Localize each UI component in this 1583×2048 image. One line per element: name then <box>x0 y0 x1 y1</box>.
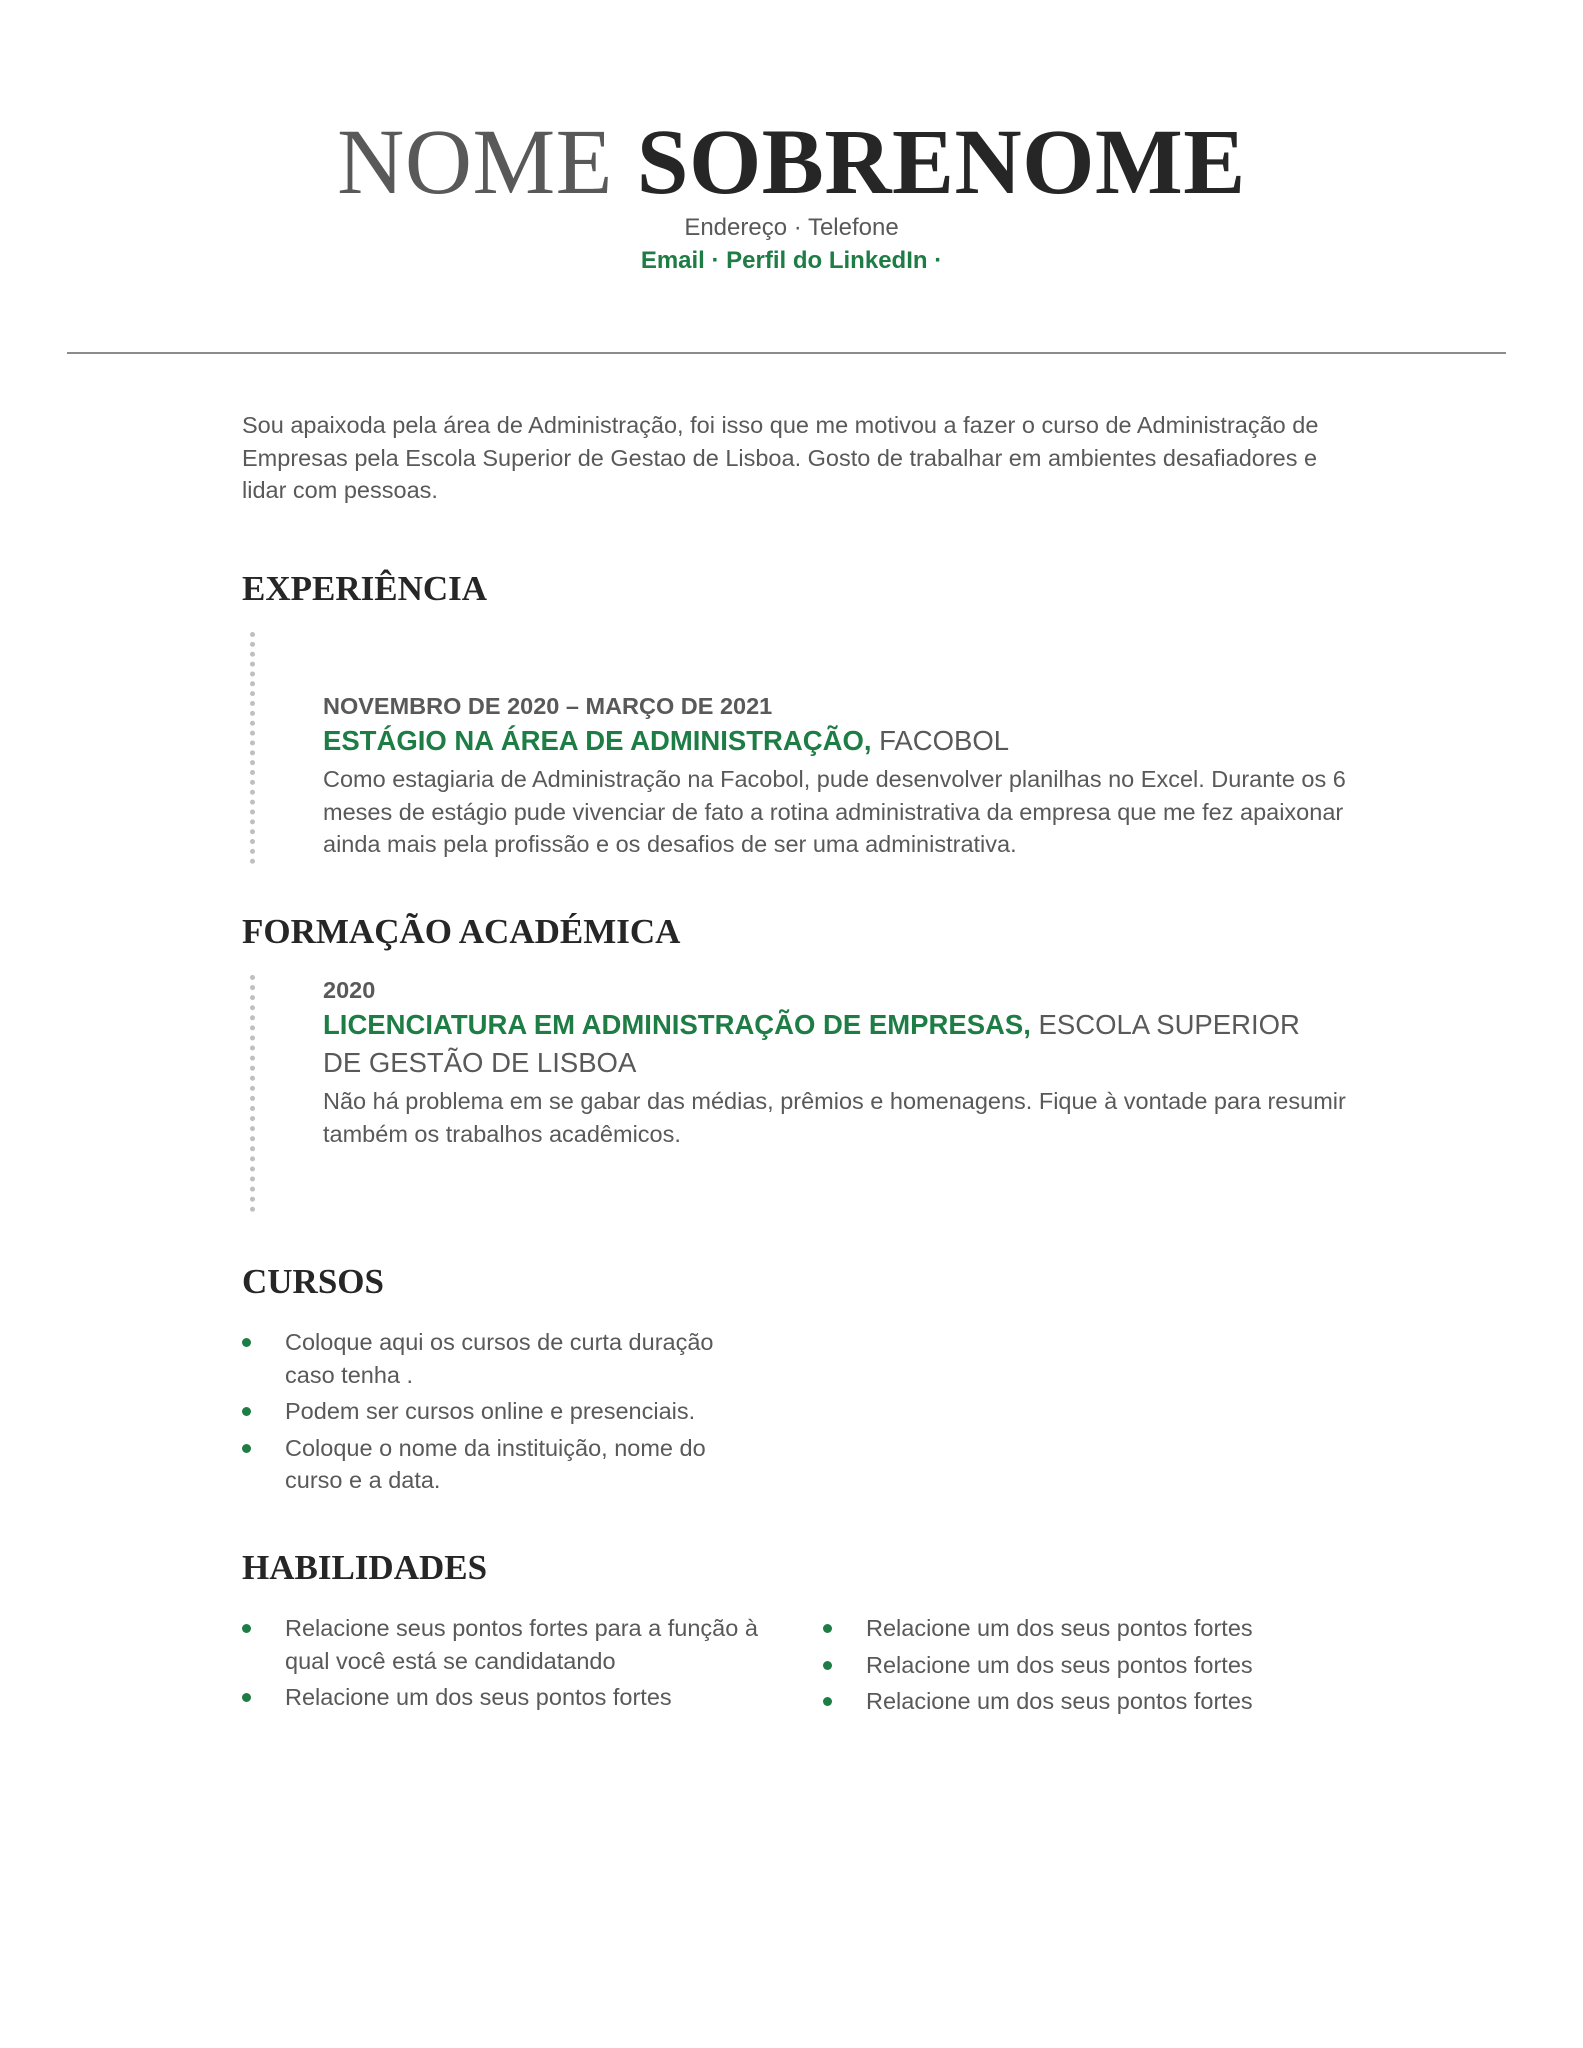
first-name: NOME <box>337 111 613 214</box>
courses-list <box>242 1326 762 1501</box>
courses-heading: CURSOS <box>242 1262 384 1301</box>
skills-list-left <box>242 1612 797 1718</box>
education-heading: FORMAÇÃO ACADÉMICA <box>242 912 681 951</box>
experience-heading: EXPERIÊNCIA <box>242 569 488 608</box>
experience-role: ESTÁGIO NA ÁREA DE ADMINISTRAÇÃO, <box>323 725 872 756</box>
education-degree: LICENCIATURA EM ADMINISTRAÇÃO DE EMPRESAS, <box>323 1009 1031 1040</box>
experience-date: NOVEMBRO DE 2020 – MARÇO DE 2021 <box>323 693 773 719</box>
education-date: 2020 <box>323 977 376 1003</box>
education-title <box>323 1006 1333 1082</box>
experience-entry <box>323 690 1353 861</box>
resume-name <box>0 108 1583 218</box>
course-item-text: Podem ser cursos online e presenciais. <box>285 1398 696 1424</box>
experience-company: FACOBOL <box>871 725 1010 756</box>
header-divider <box>67 352 1506 354</box>
skill-item-text: Relacione um dos seus pontos fortes <box>866 1615 1253 1641</box>
list-item <box>242 1432 762 1497</box>
skills-list-right <box>823 1612 1343 1722</box>
bullet-icon <box>242 1693 251 1702</box>
bullet-icon <box>242 1444 251 1453</box>
education-school: ESCOLA SUPERIOR DE GESTÃO DE LISBOA <box>323 1009 1300 1078</box>
education-description: Não há problema em se gabar das médias, prêmios e homenagens. Fique à vontade para resumir também os trabalhos acadêmicos. <box>323 1088 1346 1147</box>
course-item-text: Coloque o nome da instituição, nome do curso e a data. <box>285 1434 706 1493</box>
list-item <box>242 1681 797 1714</box>
experience-description: Como estagiaria de Administração na Facobol, pude desenvolver planilhas no Excel. Durante os 6 meses de estágio pude vivenciar de fato a rotina administrativa da empresa que me fez apaixonar ainda mais pela profissão e os desafios de ser uma administrativa. <box>323 766 1346 857</box>
course-item-text: Coloque aqui os cursos de curta duração caso tenha . <box>285 1329 714 1388</box>
education-timeline-line <box>250 975 255 1212</box>
list-item <box>242 1326 762 1391</box>
contact-address-phone: Endereço · Telefone <box>684 214 899 241</box>
last-name: SOBRENOME <box>636 111 1246 214</box>
contact-email-linkedin[interactable]: Email · Perfil do LinkedIn · <box>640 247 943 274</box>
skill-item-text: Relacione um dos seus pontos fortes <box>866 1688 1253 1714</box>
list-item <box>823 1649 1343 1682</box>
bullet-icon <box>242 1407 251 1416</box>
bullet-icon <box>823 1697 832 1706</box>
summary-paragraph: Sou apaixoda pela área de Administração, foi isso que me motivou a fazer o curso de Administração de Empresas pela Escola Superior de Gestao de Lisboa. Gosto de trabalhar em ambientes desafiadores e lidar com pessoas. <box>242 412 1319 503</box>
experience-title <box>323 722 1353 760</box>
bullet-icon <box>823 1624 832 1633</box>
list-item <box>242 1612 797 1677</box>
list-item <box>242 1395 762 1428</box>
bullet-icon <box>242 1338 251 1347</box>
bullet-icon <box>242 1624 251 1633</box>
education-entry <box>323 974 1353 1150</box>
list-item <box>823 1685 1343 1718</box>
skill-item-text: Relacione um dos seus pontos fortes <box>866 1651 1253 1678</box>
skill-item-text: Relacione um dos seus pontos fortes <box>285 1684 672 1710</box>
list-item <box>823 1612 1343 1645</box>
skill-item-text: Relacione seus pontos fortes para a função à qual você está se candidatando <box>285 1615 758 1674</box>
bullet-icon <box>823 1661 832 1670</box>
experience-timeline-line <box>250 632 255 864</box>
skills-heading: HABILIDADES <box>242 1548 488 1587</box>
